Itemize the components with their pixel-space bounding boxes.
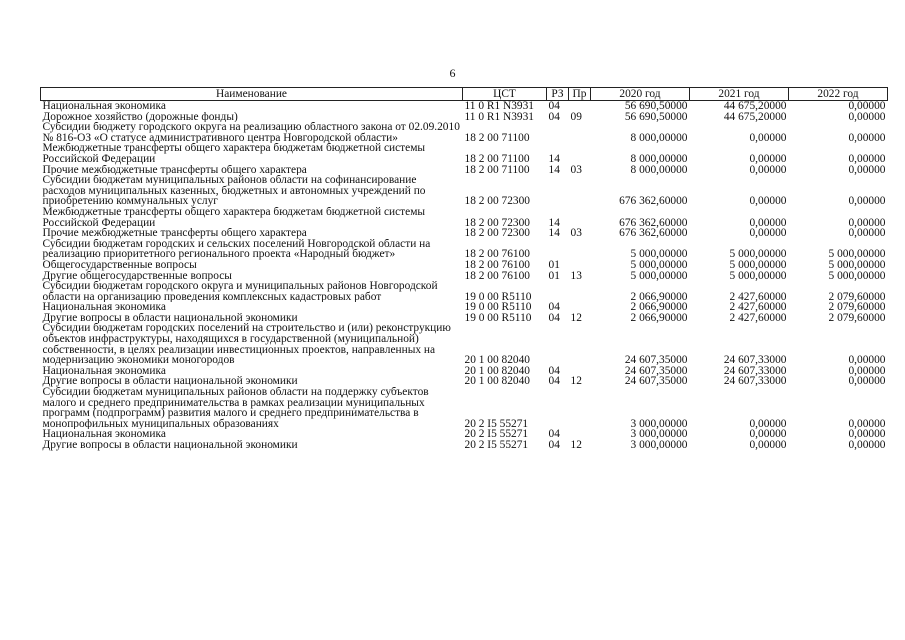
cell-cst: 20 2 I5 55271 — [464, 429, 529, 440]
cell-2022: 0,00000 — [848, 164, 886, 176]
header-rz: РЗ — [547, 88, 569, 101]
cell-pr — [569, 101, 591, 112]
cell-2022: 0,00000 — [848, 100, 886, 112]
table-row — [41, 260, 888, 271]
cell-rz: 04 — [548, 302, 560, 313]
cell-2020: 2 066,90000 — [630, 302, 688, 313]
cell-rz: 04 — [548, 365, 560, 377]
cell-cst: 20 1 00 82040 — [464, 365, 530, 377]
cell-name: Другие вопросы в области национальной экономики — [42, 376, 298, 388]
cell-rz — [547, 387, 569, 429]
cell-2020: 2 066,90000 — [630, 290, 688, 303]
cell-cst: 18 2 00 72300 — [464, 228, 530, 239]
cell-2021: 0,00000 — [749, 440, 787, 451]
cell-2021: 24 607,33000 — [723, 354, 787, 366]
cell-2022: 0,00000 — [848, 111, 886, 123]
cell-name: Национальная экономика — [42, 365, 166, 377]
cell-name: Межбюджетные трансферты общего характера бюджетам бюджетной системы Российской Федерации — [42, 143, 426, 165]
cell-2021: 2 427,60000 — [729, 312, 787, 324]
cell-2022: 0,00000 — [848, 376, 886, 388]
cell-cst: 18 2 00 76100 — [464, 248, 530, 260]
cell-rz — [547, 175, 569, 207]
table-row — [41, 175, 888, 207]
cell-2022: 0,00000 — [848, 365, 886, 377]
cell-2020: 2 066,90000 — [630, 312, 688, 324]
cell-cst: 19 0 00 R5110 — [464, 312, 532, 324]
cell-pr — [569, 260, 591, 271]
cell-pr — [569, 387, 591, 429]
table-row — [41, 376, 888, 387]
table-row — [41, 429, 888, 440]
cell-2021: 5 000,00000 — [729, 259, 787, 271]
cell-cst: 20 2 I5 55271 — [464, 440, 529, 451]
cell-2022: 0,00000 — [848, 152, 886, 165]
cell-name: Дорожное хозяйство (дорожные фонды) — [42, 111, 238, 123]
table-row — [41, 239, 888, 260]
cell-2020: 676 362,60000 — [619, 216, 688, 229]
cell-2020: 3 000,00000 — [630, 440, 688, 451]
cell-2022: 5 000,00000 — [828, 270, 886, 282]
cell-2022: 0,00000 — [848, 417, 886, 430]
cell-cst: 18 2 00 72300 — [464, 195, 530, 207]
cell-rz: 14 — [548, 152, 560, 165]
cell-2021: 44 675,20000 — [723, 100, 787, 112]
cell-name: Субсидии бюджетам городских поселений на строительство и (или) реконструкцию объектов инфраструктуры, находящихся в государственной (муниципальной) собственности, в целях реализации инвестиционных проектов, направленных на модернизацию экономики моногородов — [42, 323, 451, 366]
table-row — [41, 323, 888, 365]
cell-rz: 14 — [548, 216, 560, 229]
cell-pr: 12 — [570, 376, 582, 388]
cell-rz: 01 — [548, 259, 560, 271]
cell-pr — [569, 122, 591, 143]
cell-2020: 24 607,35000 — [624, 365, 688, 377]
cell-2021: 2 427,60000 — [729, 290, 787, 303]
cell-rz: 04 — [548, 312, 560, 324]
cell-pr — [569, 429, 591, 440]
cell-2020: 3 000,00000 — [630, 417, 688, 430]
cell-pr — [569, 281, 591, 302]
cell-name: Общегосударственные вопросы — [42, 259, 197, 271]
cell-name: Другие общегосударственные вопросы — [42, 270, 232, 282]
cell-name: Другие вопросы в области национальной экономики — [42, 440, 298, 451]
table-row — [41, 366, 888, 377]
header-2020: 2020 год — [591, 88, 690, 101]
cell-cst: 18 2 00 71100 — [464, 131, 530, 144]
cell-2021: 0,00000 — [749, 195, 787, 207]
cell-2022: 0,00000 — [848, 131, 886, 144]
cell-pr — [569, 207, 591, 228]
cell-2022: 0,00000 — [848, 440, 886, 451]
cell-2021: 0,00000 — [749, 216, 787, 229]
cell-rz — [547, 323, 569, 365]
header-name: Наименование — [41, 88, 463, 101]
cell-pr — [569, 366, 591, 377]
table-row — [41, 387, 888, 429]
cell-rz: 01 — [548, 270, 560, 282]
cell-cst: 18 2 00 71100 — [464, 164, 530, 176]
cell-cst: 18 2 00 72300 — [464, 216, 530, 229]
cell-rz: 04 — [548, 440, 560, 451]
cell-name: Субсидии бюджетам городских и сельских поселений Новгородской области на реализацию приоритетного регионального проекта «Народный бюджет» — [42, 238, 431, 260]
cell-cst: 11 0 R1 N3931 — [464, 100, 535, 112]
cell-2020: 8 000,00000 — [630, 164, 688, 176]
cell-2021: 0,00000 — [749, 228, 787, 239]
cell-name: Субсидии бюджетам городского округа и муниципальных районов Новгородской области на организацию проведения комплексных кадастровых работ — [42, 281, 438, 303]
cell-cst: 18 2 00 71100 — [464, 152, 530, 165]
cell-2020: 8 000,00000 — [630, 131, 688, 144]
header-cst: ЦСТ — [463, 88, 547, 101]
cell-pr: 12 — [570, 312, 582, 324]
cell-pr: 13 — [570, 270, 582, 282]
table-row — [41, 281, 888, 302]
table-row — [41, 101, 888, 112]
header-2022: 2022 год — [789, 88, 888, 101]
cell-pr — [569, 143, 591, 164]
cell-2022: 5 000,00000 — [828, 248, 886, 260]
cell-pr: 03 — [570, 164, 582, 176]
cell-cst: 20 1 00 82040 — [464, 354, 530, 366]
cell-pr: 12 — [570, 440, 582, 451]
cell-pr — [569, 239, 591, 260]
table-row — [41, 440, 888, 451]
cell-rz: 04 — [548, 429, 560, 440]
cell-rz: 04 — [548, 111, 560, 123]
cell-cst: 18 2 00 76100 — [464, 259, 530, 271]
cell-rz — [547, 122, 569, 143]
cell-name: Прочие межбюджетные трансферты общего характера — [42, 228, 307, 239]
cell-2022: 0,00000 — [848, 354, 886, 366]
cell-2020: 5 000,00000 — [630, 248, 688, 260]
table-header-row — [41, 88, 888, 101]
cell-cst: 18 2 00 76100 — [464, 270, 530, 282]
header-pr: Пр — [569, 88, 591, 101]
table-row — [41, 207, 888, 228]
cell-name: Субсидии бюджету городского округа на реализацию областного закона от 02.09.2010 № 816-ОЗ «О статусе административного центра Новгородской области» — [42, 122, 460, 144]
cell-2021: 0,00000 — [749, 164, 787, 176]
cell-2021: 5 000,00000 — [729, 248, 787, 260]
cell-rz — [547, 281, 569, 302]
cell-2022: 0,00000 — [848, 216, 886, 229]
cell-2020: 5 000,00000 — [630, 259, 688, 271]
cell-2020: 3 000,00000 — [630, 429, 688, 440]
cell-2020: 24 607,35000 — [624, 354, 688, 366]
table-row — [41, 112, 888, 123]
cell-name: Другие вопросы в области национальной экономики — [42, 312, 298, 324]
cell-rz: 04 — [548, 100, 560, 112]
cell-2021: 2 427,60000 — [729, 302, 787, 313]
cell-2021: 0,00000 — [749, 429, 787, 440]
cell-2020: 56 690,50000 — [624, 100, 688, 112]
cell-2022: 2 079,60000 — [828, 312, 886, 324]
cell-2021: 24 607,33000 — [723, 365, 787, 377]
header-2021: 2021 год — [690, 88, 789, 101]
cell-2021: 0,00000 — [749, 131, 787, 144]
cell-pr — [569, 323, 591, 365]
cell-2020: 8 000,00000 — [630, 152, 688, 165]
cell-2022: 0,00000 — [848, 228, 886, 239]
cell-name: Прочие межбюджетные трансферты общего характера — [42, 164, 307, 176]
table-row — [41, 302, 888, 313]
cell-cst: 20 1 00 82040 — [464, 376, 530, 388]
table-row — [41, 122, 888, 143]
cell-cst: 19 0 00 R5110 — [464, 302, 532, 313]
cell-2022: 2 079,60000 — [828, 302, 886, 313]
cell-pr: 03 — [570, 228, 582, 239]
cell-name: Субсидии бюджетам муниципальных районов области на софинансирование расходов муниципальных казенных, бюджетных и автономных учреждений по приобретению коммунальных услуг — [42, 175, 426, 207]
cell-2020: 24 607,35000 — [624, 376, 688, 388]
cell-2020: 56 690,50000 — [624, 111, 688, 123]
cell-rz: 14 — [548, 228, 560, 239]
cell-rz: 04 — [548, 376, 560, 388]
cell-cst: 20 2 I5 55271 — [464, 417, 529, 430]
table-row — [41, 271, 888, 282]
cell-2021: 5 000,00000 — [729, 270, 787, 282]
cell-name: Национальная экономика — [42, 100, 166, 112]
cell-rz — [547, 239, 569, 260]
table-row — [41, 228, 888, 239]
cell-2020: 676 362,60000 — [619, 228, 688, 239]
cell-rz: 14 — [548, 164, 560, 176]
cell-2021: 0,00000 — [749, 152, 787, 165]
cell-2020: 5 000,00000 — [630, 270, 688, 282]
table-row — [41, 313, 888, 324]
cell-name: Межбюджетные трансферты общего характера бюджетам бюджетной системы Российской Федерации — [42, 206, 426, 229]
cell-2021: 44 675,20000 — [723, 111, 787, 123]
cell-2022: 0,00000 — [848, 429, 886, 440]
cell-2021: 24 607,33000 — [723, 376, 787, 388]
table-body — [41, 101, 888, 451]
cell-cst: 11 0 R1 N3931 — [464, 111, 535, 123]
cell-2020: 676 362,60000 — [619, 195, 688, 207]
cell-pr — [569, 175, 591, 207]
cell-name: Национальная экономика — [42, 302, 166, 313]
cell-2022: 5 000,00000 — [828, 259, 886, 271]
table-row — [41, 165, 888, 176]
cell-pr — [569, 302, 591, 313]
cell-cst: 19 0 00 R5110 — [464, 290, 532, 303]
budget-table — [40, 87, 888, 451]
cell-name: Национальная экономика — [42, 429, 166, 440]
table-row — [41, 143, 888, 164]
cell-2022: 2 079,60000 — [828, 290, 886, 303]
cell-name: Субсидии бюджетам муниципальных районов области на поддержку субъектов малого и среднего предпринимательства в рамках реализации муниципальных программ (подпрограмм) развития малого и среднего предпринимательства в монопрофильных муниципальных образованиях — [42, 387, 429, 430]
cell-pr: 09 — [570, 111, 582, 123]
page-number: 6 — [449, 66, 456, 80]
cell-2022: 0,00000 — [848, 195, 886, 207]
cell-2021: 0,00000 — [749, 417, 787, 430]
